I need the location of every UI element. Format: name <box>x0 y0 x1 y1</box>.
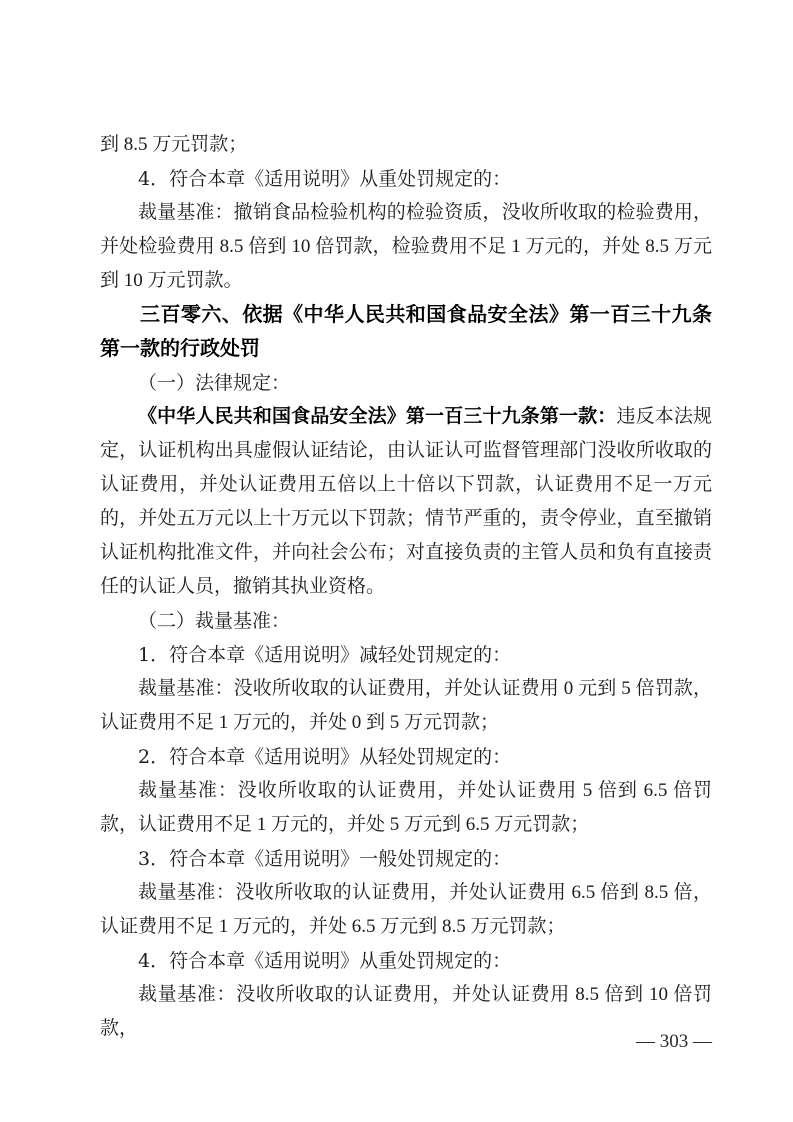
text-block <box>100 128 712 1046</box>
list-item-4: 4．符合本章《适用说明》从重处罚规定的： <box>138 950 512 972</box>
list-item-3: 3．符合本章《适用说明》一般处罚规定的： <box>138 848 512 870</box>
paragraph-penalty-basis-2: 裁量基准：没收所收取的认证费用，并处认证费用 5 倍到 6.5 倍罚款，认证费用不足 1 万元的，并处 5 万元到 6.5 万元罚款； <box>100 780 712 835</box>
subsection-legal-provision: （一）法律规定： <box>138 372 291 394</box>
list-item-2: 2．符合本章《适用说明》从轻处罚规定的： <box>138 746 512 768</box>
paragraph-penalty-basis-1: 裁量基准：没收所收取的认证费用，并处认证费用 0 元到 5 倍罚款，认证费用不足 1 万元的，并处 0 到 5 万元罚款； <box>100 678 712 733</box>
paragraph-penalty-basis-prev-section: 裁量基准：撤销食品检验机构的检验资质，没收所收取的检验费用，并处检验费用 8.5 倍到 10 倍罚款，检验费用不足 1 万元的，并处 8.5 万元到 10 万元罚款。 <box>100 202 712 291</box>
law-article-body: 违反本法规定，认证机构出具虚假认证结论，由认证认可监督管理部门没收所收取的认证费用，并处认证费用五倍以上十倍以下罚款，认证费用不足一万元的，并处五万元以上十万元以下罚款；情节严重的，责令停业，直至撤销认证机构批准文件，并向社会公布；对直接负责的主管人员和负有直接责任的认证人员，撤销其执业资格。 <box>100 406 712 597</box>
paragraph-continuation: 到 8.5 万元罚款； <box>100 134 248 155</box>
subsection-discretion-basis: （二）裁量基准： <box>138 610 291 632</box>
list-item-1: 1．符合本章《适用说明》减轻处罚规定的： <box>138 644 512 666</box>
paragraph-law-article-139 <box>100 400 712 604</box>
paragraph-penalty-basis-3: 裁量基准：没收所收取的认证费用，并处认证费用 6.5 倍到 8.5 倍，认证费用不足 1 万元的，并处 6.5 万元到 8.5 万元罚款； <box>100 882 712 937</box>
section-heading-306: 三百零六、依据《中华人民共和国食品安全法》第一百三十九条第一款的行政处罚 <box>100 304 712 360</box>
law-article-title: 《中华人民共和国食品安全法》第一百三十九条第一款： <box>138 406 617 427</box>
paragraph-penalty-basis-4: 裁量基准：没收所收取的认证费用，并处认证费用 8.5 倍到 10 倍罚款， <box>100 984 712 1039</box>
list-item-4-prev-section: 4．符合本章《适用说明》从重处罚规定的： <box>138 168 512 190</box>
page-number: — 303 — <box>636 1031 712 1052</box>
